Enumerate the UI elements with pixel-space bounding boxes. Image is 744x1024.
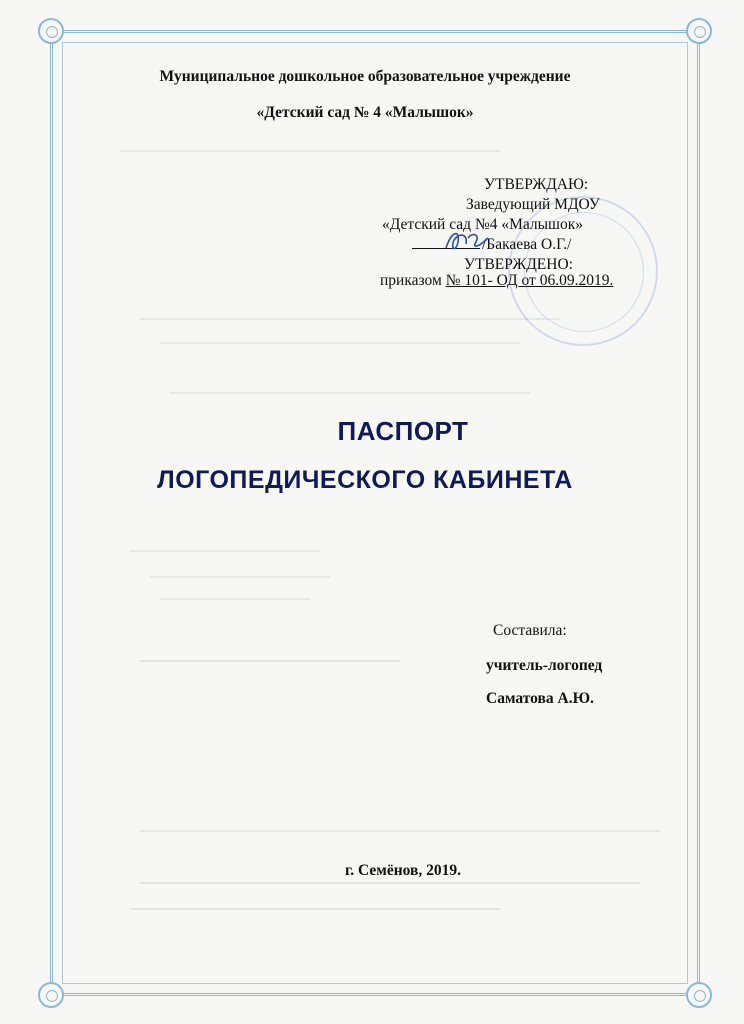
bleed-through-line: [130, 908, 500, 910]
bleed-through-line: [160, 342, 520, 344]
author-role: учитель-логопед: [486, 657, 603, 674]
bleed-through-line: [170, 392, 530, 394]
corner-ornament-icon: [686, 18, 712, 44]
document-title: ПАСПОРТ: [337, 416, 469, 446]
order-number: № 101- ОД от 06.09.2019.: [445, 272, 614, 289]
order-reference: [380, 272, 613, 290]
organization-subtitle: «Детский сад № 4 «Малышок»: [256, 104, 474, 121]
bleed-through-line: [130, 550, 320, 552]
bleed-through-line: [160, 598, 310, 600]
compiled-by-label: Составила:: [493, 622, 567, 639]
city-year: г. Семёнов, 2019.: [344, 862, 462, 879]
order-prefix: приказом: [380, 272, 442, 289]
corner-ornament-icon: [38, 18, 64, 44]
signer-name: /Бакаева О.Г./: [482, 236, 572, 253]
document-subtitle: ЛОГОПЕДИЧЕСКОГО КАБИНЕТА: [157, 466, 573, 494]
approved-label: УТВЕРЖДЕНО:: [464, 256, 573, 273]
handwritten-signature: [438, 226, 498, 256]
bleed-through-line: [150, 576, 330, 578]
corner-ornament-icon: [686, 982, 712, 1008]
approver-position: Заведующий МДОУ: [466, 196, 600, 213]
corner-ornament-icon: [38, 982, 64, 1008]
bleed-through-line: [140, 318, 560, 320]
approve-label: УТВЕРЖДАЮ:: [484, 176, 589, 193]
bleed-through-line: [140, 660, 400, 662]
bleed-through-line: [120, 150, 500, 152]
bleed-through-line: [140, 882, 640, 884]
organization-name: Муниципальное дошкольное образовательное учреждение: [159, 68, 571, 85]
page-border-inner: [62, 42, 688, 984]
bleed-through-line: [140, 830, 660, 832]
author-name: Саматова А.Ю.: [486, 690, 594, 707]
approver-institution: «Детский сад №4 «Малышок»: [382, 216, 584, 233]
